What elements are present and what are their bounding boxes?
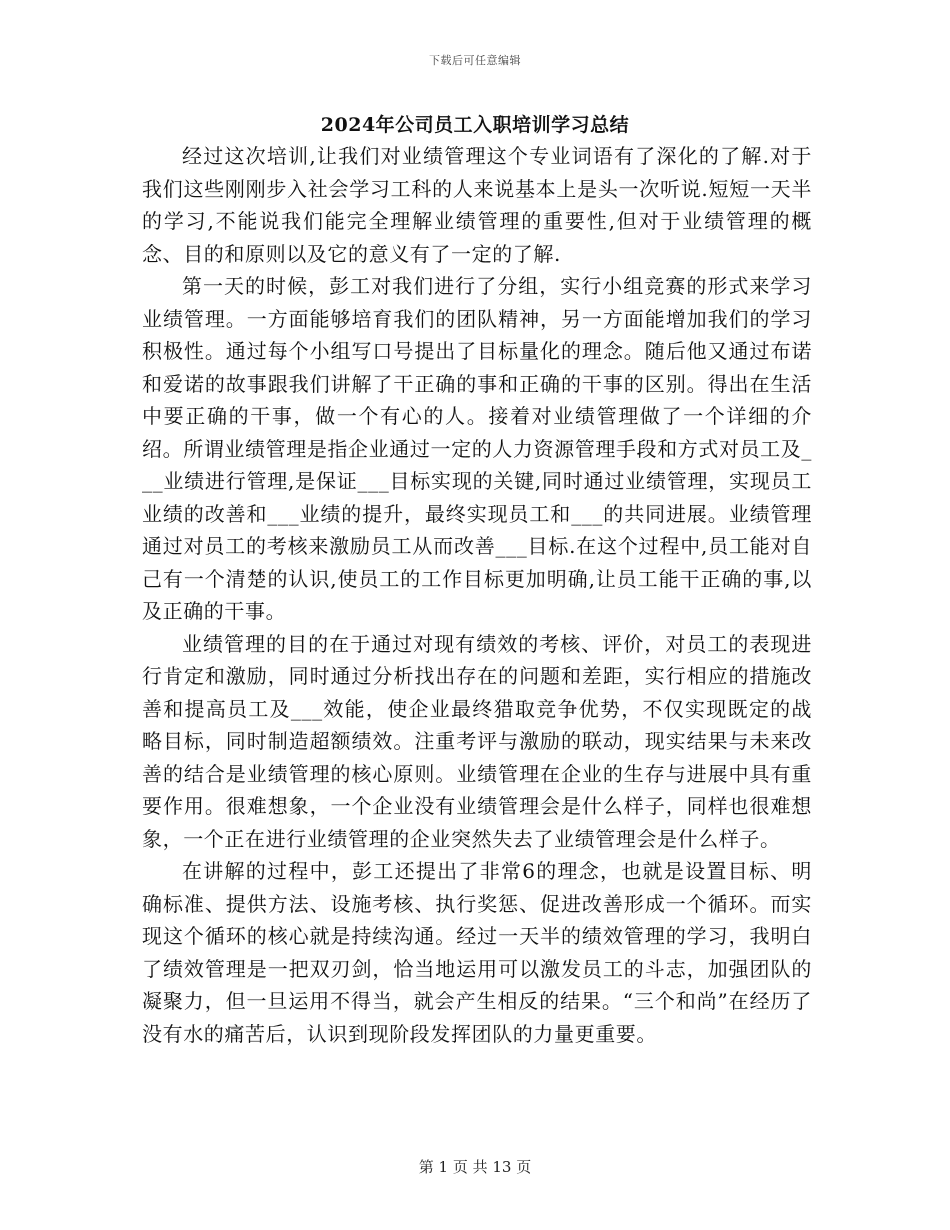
document-title: 2024年公司员工入职培训学习总结 bbox=[320, 114, 630, 136]
paragraph-2: 第一天的时候，彭工对我们进行了分组，实行小组竞赛的形式来学习业绩管理。一方面能够培育我们的团队精神，另一方面能增加我们的学习积极性。通过每个小组写口号提出了目标量化的理念。随后他又通过布诺和爱诺的故事跟我们讲解了干正确的事和正确的干事的区别。得出在生活中要正确的干事，做一个有心的人。接着对业绩管理做了一个详细的介绍。所谓业绩管理是指企业通过一定的人力资源管理手段和方式对员工及___业绩进行管理,是保证___目标实现的关键,同时通过业绩管理，实现员工业绩的改善和___业绩的提升，最终实现员工和___的共同进展。业绩管理通过对员工的考核来激励员工从而改善___目标.在这个过程中,员工能对自己有一个清楚的认识,使员工的工作目标更加明确,让员工能干正确的事,以及正确的干事。 bbox=[142, 274, 812, 623]
paragraph-4: 在讲解的过程中，彭工还提出了非常6的理念，也就是设置目标、明确标准、提供方法、设施考核、执行奖惩、促进改善形成一个循环。而实现这个循环的核心就是持续沟通。经过一天半的绩效管理的学习，我明白了绩效管理是一把双刃剑，恰当地运用可以激发员工的斗志，加强团队的凝聚力，但一旦运用不得当，就会产生相反的结果。“三个和尚”在经历了没有水的痛苦后，认识到现阶段发挥团队的力量更重要。 bbox=[142, 859, 812, 1046]
paragraph-1: 经过这次培训,让我们对业绩管理这个专业词语有了深化的了解.对于我们这些刚刚步入社会学习工科的人来说基本上是头一次听说.短短一天半的学习,不能说我们能完全理解业绩管理的重要性,但对于业绩管理的概念、目的和原则以及它的意义有了一定的了解. bbox=[142, 144, 812, 266]
paragraph-3: 业绩管理的目的在于通过对现有绩效的考核、评价，对员工的表现进行肯定和激励，同时通过分析找出存在的问题和差距，实行相应的措施改善和提高员工及___效能，使企业最终猎取竞争优势，不仅实现既定的战略目标，同时制造超额绩效。注重考评与激励的联动，现实结果与未来改善的结合是业绩管理的核心原则。业绩管理在企业的生存与进展中具有重要作用。很难想象，一个企业没有业绩管理会是什么样子，同样也很难想象，一个正在进行业绩管理的企业突然失去了业绩管理会是什么样子。 bbox=[142, 631, 812, 851]
document-body bbox=[142, 140, 812, 1050]
header-note: 下载后可任意编辑 bbox=[429, 54, 521, 67]
page-footer: 第 1 页 共 13 页 bbox=[418, 1158, 532, 1176]
